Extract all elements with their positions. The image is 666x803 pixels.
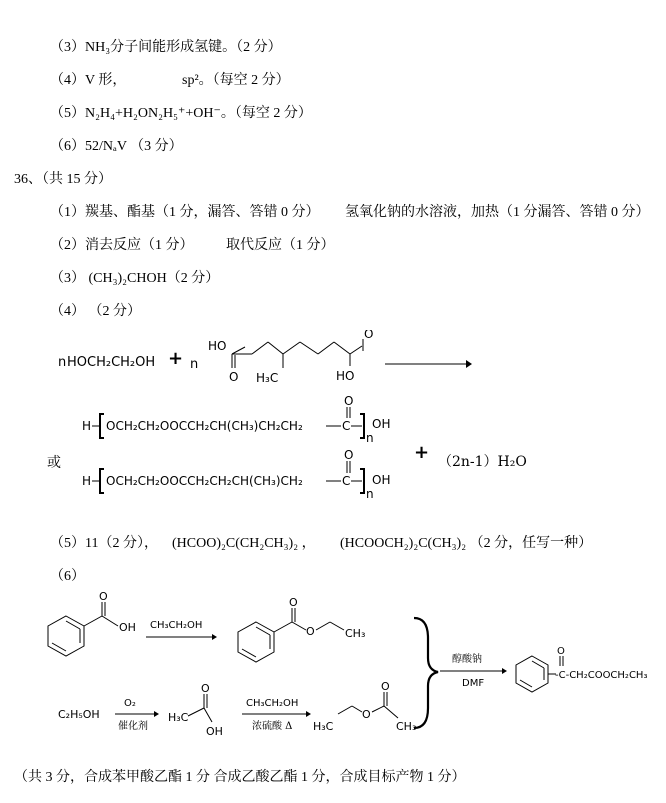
ethyl-benzoate-o2: O (306, 625, 315, 638)
ethylene-glycol: HOCH₂CH₂OH (67, 355, 156, 370)
q36-answer-5b: (HCOO)₂C(CH₂CH₃)₂ ， (172, 536, 316, 551)
q36-answer-2b: 取代反应（1 分） (226, 238, 335, 253)
sodium-alkoxide: 醇酸钠 (452, 654, 482, 665)
conc-sulfuric: 浓硫酸 Δ (252, 721, 293, 732)
benzoic-acid (48, 602, 118, 656)
product1-oh: OH (372, 417, 391, 431)
question-36-heading: 36、（共 15 分） (14, 172, 112, 187)
product1-h: H (82, 419, 92, 433)
combining-brace (414, 618, 438, 728)
diacid-oh: HO (336, 369, 355, 383)
answer-6: （6）52/NₐV （3 分） (50, 139, 183, 154)
ethyl-acetate-o-ether: O (362, 708, 371, 721)
product2-h: H (82, 474, 92, 488)
diacid-ho: HO (208, 339, 227, 353)
product1-carbonyl-o: O (344, 394, 354, 408)
q36-answer-5a: （5）11（2 分）， (50, 536, 158, 551)
answer-4-shape: （4）V 形， (50, 73, 127, 88)
acetic-acid-o: O (201, 682, 210, 695)
acetic-acid-oh: OH (206, 725, 223, 738)
ethyl-benzoate-ch3: CH₃ (345, 627, 366, 640)
plus-water: + (414, 442, 430, 463)
answer-5: （5）N₂H₄+H₂ON₂H₅⁺+OH⁻。（每空 2 分） (50, 106, 312, 121)
catalyst: 催化剂 (118, 721, 148, 732)
svg-text:C: C (342, 474, 351, 488)
diacid-skeleton (232, 339, 363, 368)
polymerization-scheme (0, 330, 666, 520)
q36-answer-4: （4） （2 分） (50, 304, 141, 319)
reagent-ethanol-1: CH₃CH₂OH (150, 620, 203, 631)
q36-answer-6: （6） (50, 569, 85, 584)
q36-answer-1a: （1）羰基、酯基（1 分，漏答、答错 0 分） (50, 205, 320, 220)
coeff-n-1: n (58, 355, 67, 370)
reagent-o2: O₂ (124, 698, 136, 709)
svg-text:C: C (342, 419, 351, 433)
ethyl-benzoate (238, 608, 344, 662)
reagent-ethanol-2: CH₃CH₂OH (246, 698, 299, 709)
diacid-o-right: O (364, 330, 374, 341)
ethyl-acetate-o: O (381, 680, 390, 693)
product2-chain: OCH₂CH₂OOCCH₂CH₂CH(CH₃)CH₂ (106, 474, 303, 488)
water-byproduct: （2n-1）H₂O (438, 454, 527, 470)
product2-oh: OH (372, 473, 391, 487)
ethyl-acetate-h3c: H₃C (313, 720, 334, 733)
benzoic-acid-oh: OH (119, 621, 136, 634)
target-product-chain: -C-CH₂COOCH₂CH₃ (555, 670, 648, 681)
coeff-n-2: n (190, 357, 199, 372)
q36-answer-1b: 氢氧化钠的水溶液，加热（1 分漏答、答错 0 分） (345, 205, 650, 220)
ethyl-benzoate-o: O (289, 596, 298, 609)
plus-sign: + (168, 348, 184, 369)
q36-answer-2a: （2）消去反应（1 分） (50, 238, 194, 253)
product2-carbonyl-o: O (344, 448, 354, 462)
answer-3: （3）NH₃分子间能形成氢键。（2 分） (50, 40, 282, 55)
target-product-o: O (557, 646, 565, 657)
answer-4-hybrid: sp²。（每空 2 分） (182, 73, 290, 88)
diacid-ch3: H₃C (256, 371, 279, 385)
acetic-acid-h3c: H₃C (168, 711, 189, 724)
ethyl-acetate-ch3: CH₃ (396, 720, 417, 733)
ethanol: C₂H₅OH (58, 708, 100, 721)
product1-n: n (366, 431, 374, 445)
footer-scoring: （共 3 分，合成苯甲酸乙酯 1 分 合成乙酸乙酯 1 分，合成目标产物 1 分） (14, 770, 466, 785)
q36-answer-3: （3） (CH₃)₂CHOH（2 分） (50, 271, 220, 286)
benzoic-acid-o: O (99, 590, 108, 603)
synthesis-scheme (0, 590, 666, 760)
dmf: DMF (462, 678, 485, 689)
q36-answer-5c: (HCOOCH₂)₂C(CH₃)₂ （2 分，任写一种） (340, 536, 593, 551)
product1-chain: OCH₂CH₂OOCCH₂CH(CH₃)CH₂CH₂ (106, 419, 303, 433)
diacid-o-left: O (229, 370, 239, 384)
product2-n: n (366, 487, 374, 501)
or-label: 或 (47, 455, 61, 471)
